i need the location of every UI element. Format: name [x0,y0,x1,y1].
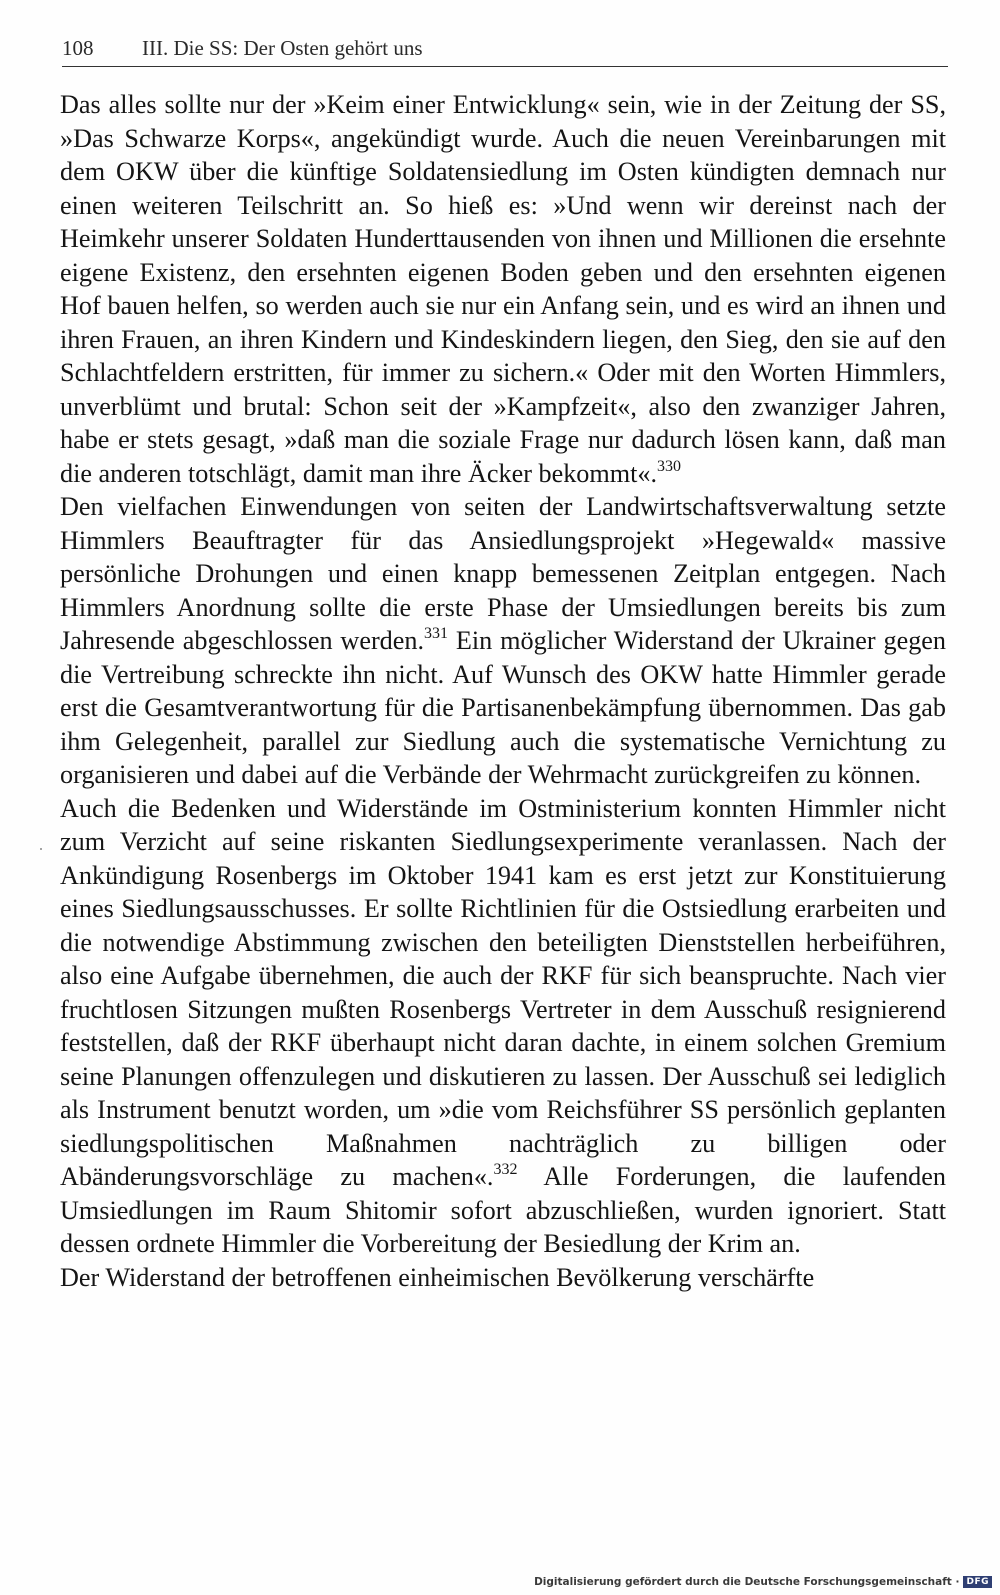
page-number: 108 [62,36,94,60]
digitization-credit [534,1575,992,1589]
paragraph-2 [60,490,946,792]
running-header [62,32,948,67]
chapter-title: III. Die SS: Der Osten gehört uns [142,36,423,60]
dfg-logo: DFG [963,1576,992,1588]
body-text [60,88,946,1294]
paragraph-1-text: Das alles sollte nur der »Keim einer Entwicklung« sein, wie in der Zeitung der SS, »Das Schwarze Korps«, angekündigt wurde. Auch die neuen Vereinbarungen mit dem OKW über die künftige Soldatensiedlung im Osten kündigten demnach nur einen weiteren Teilschritt an. So hieß es: »Und wenn wir dereinst nach der Heimkehr unserer Soldaten Hunderttausenden von ihnen und Millionen die ersehnte eigene Existenz, den ersehnten eigenen Boden geben und den ersehnten eigenen Hof bauen helfen, so werden auch sie nur ein Anfang sein, und es wird an ihnen und ihren Frauen, an ihren Kindern und Kindeskindern liegen, den Sieg, den sie auf den Schlachtfeldern erstritten, für immer zu sichern.« Oder mit den Worten Himmlers, unverblümt und brutal: Schon seit der »Kampfzeit«, also den zwanziger Jahren, habe er stets gesagt, »daß man die soziale Frage nur dadurch lösen kann, daß man die anderen totschlägt, damit man ihre Äcker bekommt«. [60,90,946,488]
credit-text: Digitalisierung gefördert durch die Deutsche Forschungsgemeinschaft · [534,1576,960,1588]
scan-speck [40,848,42,850]
footnote-ref-332: 332 [493,1161,518,1178]
paragraph-3-text-b: Alle Forderungen, die laufenden Umsiedlungen im Raum Shitomir sofort abzuschließen, wurden ignoriert. Statt dessen ordnete Himmler die Vorbereitung der Besiedlung der Krim an. [60,1162,946,1258]
footnote-ref-330: 330 [657,457,682,475]
paragraph-2-text-a: Den vielfachen Einwendungen von seiten der Landwirtschaftsverwaltung setzte Himmlers Beauftragter für das Ansiedlungsprojekt »Hegewald« massive persönliche Drohungen und einen knapp bemessenen Zeitplan entgegen. Nach Himmlers Anordnung sollte die erste Phase der Umsiedlungen bereits bis zum Jahresende abgeschlossen werden. [60,492,946,655]
footnote-ref-331: 331 [424,625,449,642]
paragraph-3-text-a: Auch die Bedenken und Widerstände im Ostministerium konnten Himmler nicht zum Verzicht auf seine riskanten Siedlungsexperimente veranlassen. Nach der Ankündigung Rosenbergs im Oktober 1941 kam es erst jetzt zur Konstituierung eines Siedlungsausschusses. Er sollte Richtlinien für die Ostsiedlung erarbeiten und die notwendige Abstimmung zwischen den beteiligten Dienststellen herbeiführen, also eine Aufgabe übernehmen, die auch der RKF für sich beanspruchte. Nach vier fruchtlosen Sitzungen mußten Rosenbergs Vertreter in dem Ausschuß resignierend feststellen, daß der RKF überhaupt nicht daran dachte, in einem solchen Gremium seine Planungen offenzulegen und diskutieren zu lassen. Der Ausschuß sei lediglich als Instrument benutzt worden, um »die vom Reichsführer SS persönlich geplanten siedlungspolitischen Maßnahmen nachträglich zu billigen oder Abänderungsvorschläge zu machen«. [60,793,946,1191]
paragraph-2-text-b: Ein möglicher Widerstand der Ukrainer gegen die Vertreibung schreckte ihn nicht. Auf Wunsch des OKW hatte Himmler gerade erst die Gesamtverantwortung für die Partisanenbekämpfung übernommen. Das gab ihm Gelegenheit, parallel zur Siedlung auch die systematische Vernichtung zu organisieren und dabei auf die Verbände der Wehrmacht zurückgreifen zu können. [60,626,946,789]
paragraph-4-text: Der Widerstand der betroffenen einheimischen Bevölkerung verschärfte [60,1262,815,1292]
paragraph-1 [60,88,946,490]
paragraph-4 [60,1261,946,1295]
paragraph-3 [60,792,946,1261]
